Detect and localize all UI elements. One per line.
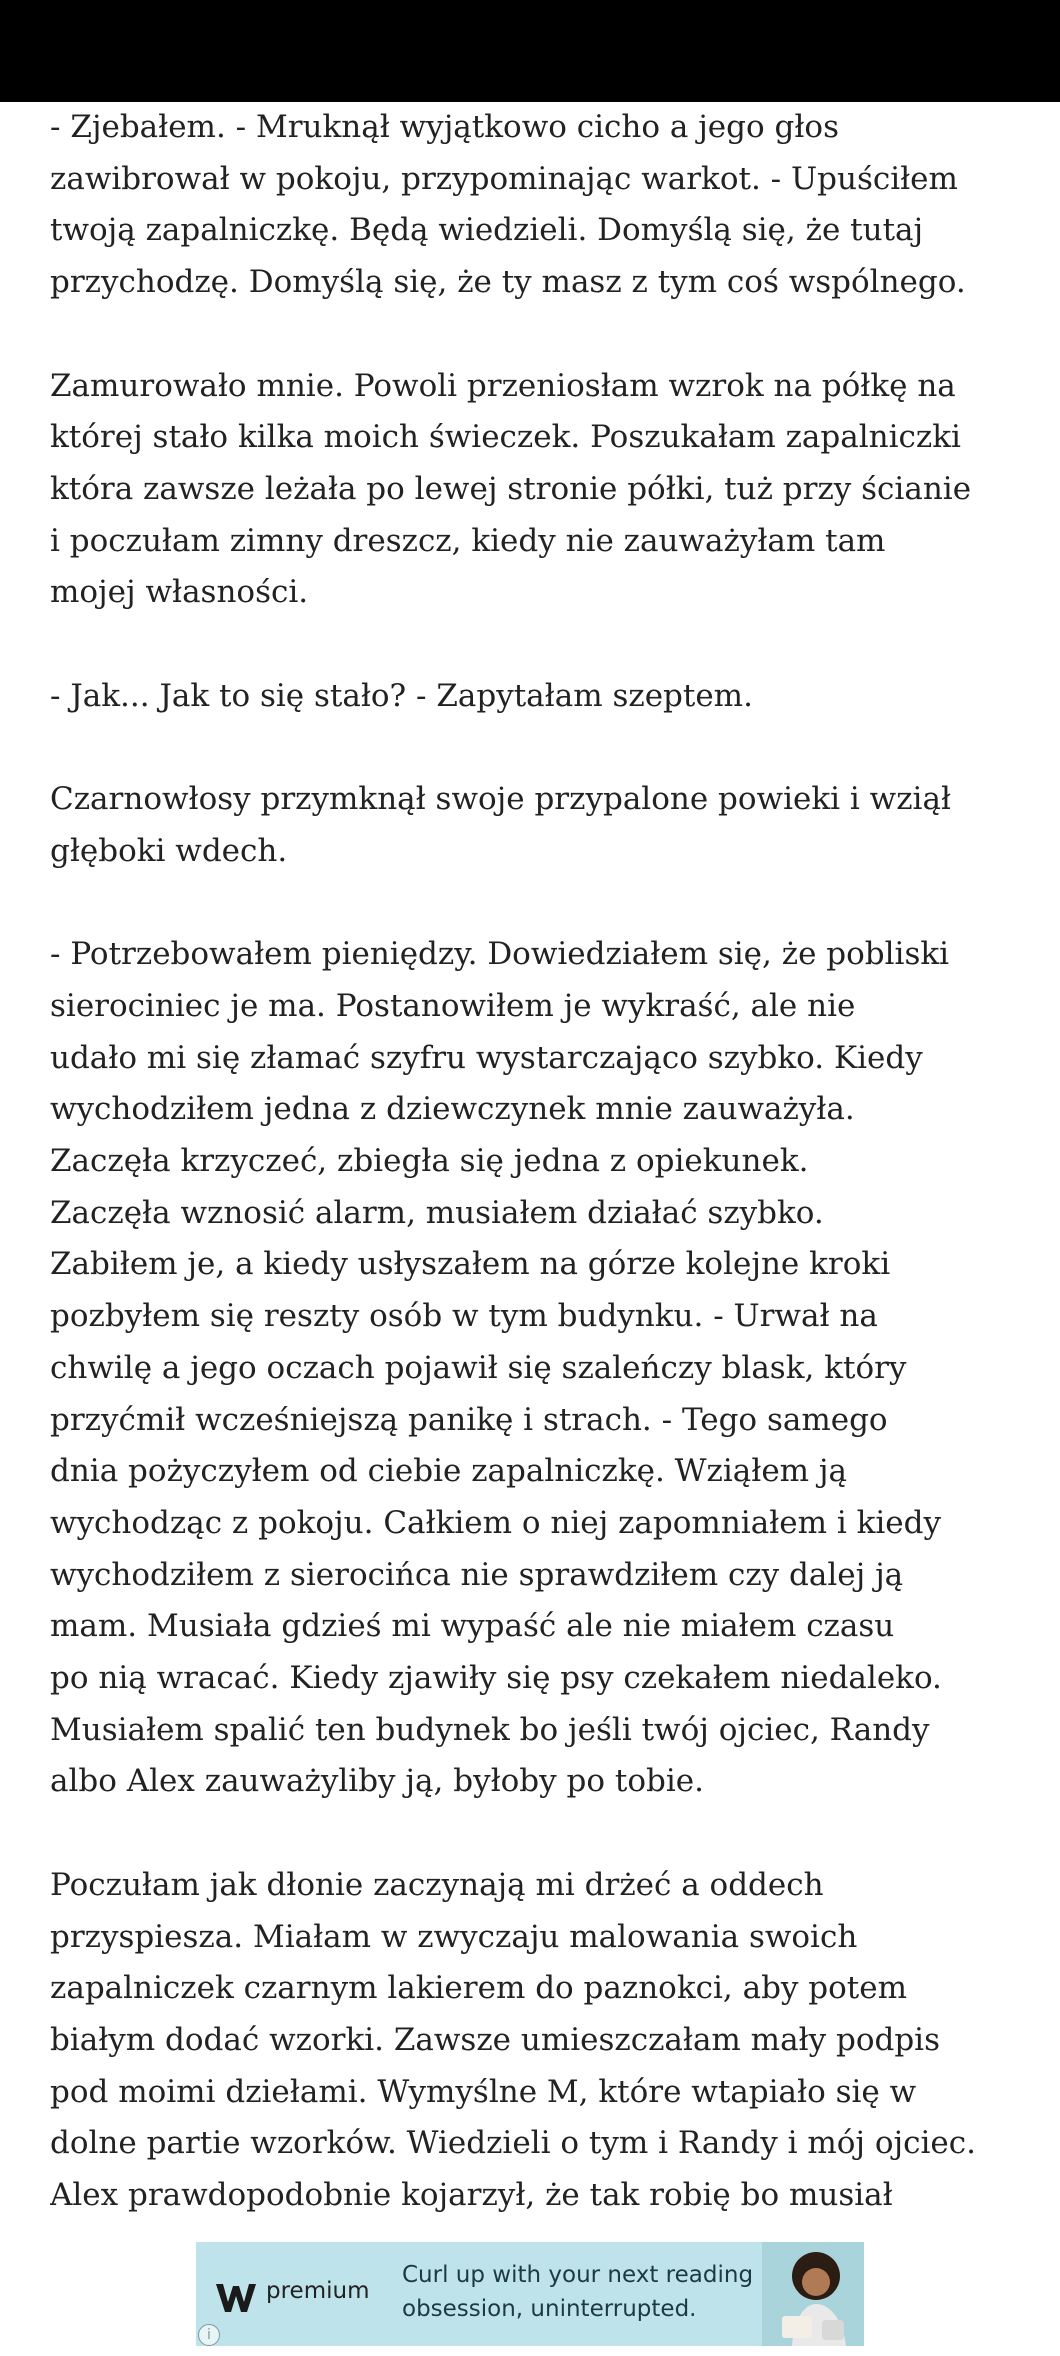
reading-person-icon xyxy=(762,2242,864,2346)
status-bar xyxy=(0,0,1060,102)
story-paragraph: Zamurowało mnie. Powoli przeniosłam wzrok na półkę na której stało kilka moich świeczek. Poszukałam zapalniczki która zawsze leżała po lewej stronie półki, tuż przy ścianie i poczułam zimny dreszcz, kiedy nie zauważyłam tam mojej własności. xyxy=(50,367,972,611)
story-paragraph: Czarnowłosy przymknął swoje przypalone powieki i wziął głęboki wdech. xyxy=(50,781,951,869)
wattpad-w-icon xyxy=(214,2278,258,2318)
story-paragraph: - Potrzebowałem pieniędzy. Dowiedziałem się, że pobliski sierociniec je ma. Postanowiłem je wykraść, ale nie udało mi się złamać szyfru wystarczająco szybko. Kiedy wychodziłem jedna z dziewczynek mnie zauważyła. Zaczęła krzyczeć, zbiegła się jedna z opiekunek. Zaczęła wznosić alarm, musiałem działać szybko. Zabiłem je, a kiedy usłyszałem na górze kolejne kroki pozbyłem się reszty osób w tym budynku. - Urwał na chwilę a jego oczach pojawił się szaleńczy blask, który przyćmił wcześniejszą panikę i strach. - Tego samego dnia pożyczyłem od ciebie zapalniczkę. Wziąłem ją wychodząc z pokoju. Całkiem o niej zapomniałem i kiedy wychodziłem z sierocińca nie sprawdziłem czy dalej ją mam. Musiała gdzieś mi wypaść ale nie miałem czasu po nią wracać. Kiedy zjawiły się psy czekałem niedaleko. Musiałem spalić ten budynek bo jeśli twój ojciec, Randy albo Alex zauważyliby ją, byłoby po tobie. xyxy=(50,936,950,1800)
ad-info-icon[interactable]: i xyxy=(198,2324,220,2346)
ad-headline: Curl up with your next reading obsession, uninterrupted. xyxy=(402,2262,754,2322)
ad-brand-label: premium xyxy=(266,2278,370,2304)
story-paragraph: - Jak... Jak to się stało? - Zapytałam szeptem. xyxy=(50,677,753,714)
premium-ad-banner[interactable] xyxy=(196,2242,864,2346)
story-text xyxy=(50,102,1010,2230)
story-paragraph: Poczułam jak dłonie zaczynają mi drżeć a oddech przyspiesza. Miałam w zwyczaju malowania swoich zapalniczek czarnym lakierem do paznokci, aby potem białym dodać wzorki. Zawsze umieszczałam mały podpis pod moimi dziełami. Wymyślne M, które wtapiało się w dolne partie wzorków. Wiedzieli o tym i Randy i mój ojciec. Alex prawdopodobnie kojarzył, że tak robię bo musiał xyxy=(50,1866,976,2214)
story-paragraph: - Zjebałem. - Mruknął wyjątkowo cicho a jego głos zawibrował w pokoju, przypominając warkot. - Upuściłem twoją zapalniczkę. Będą wiedzieli. Domyślą się, że tutaj przychodzę. Domyślą się, że ty masz z tym coś wspólnego. xyxy=(50,109,966,301)
